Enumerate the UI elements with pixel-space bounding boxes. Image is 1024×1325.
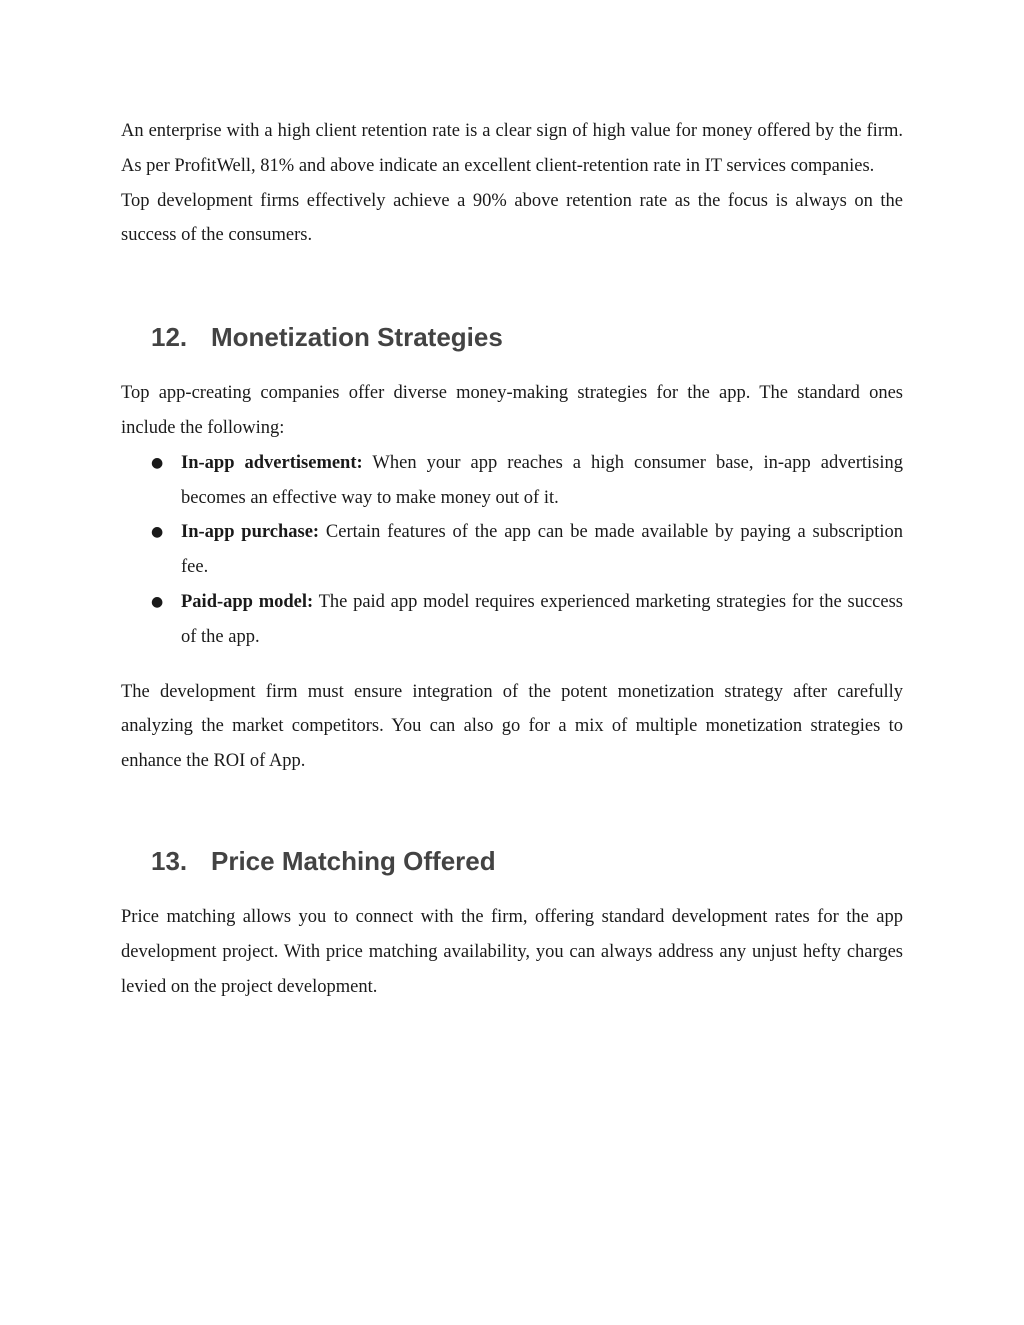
monetization-bullet-list	[121, 446, 903, 655]
list-item	[121, 585, 903, 655]
bullet-text: The paid app model requires experienced marketing strategies for the success of the app.	[181, 591, 903, 647]
intro-paragraph-retention: An enterprise with a high client retention rate is a clear sign of high value for money offered by the firm. As per ProfitWell, 81% and above indicate an excellent client-retention rate in IT services companies.	[121, 121, 903, 176]
price-matching-paragraph: Price matching allows you to connect with the firm, offering standard development rates for the app development project. With price matching availability, you can always address any unjust hefty charges levied on the project development.	[121, 906, 903, 997]
bullet-text: When your app reaches a high consumer base, in-app advertising becomes an effective way to make money out of it.	[181, 452, 903, 508]
bullet-term: Paid-app model:	[181, 591, 314, 612]
bullet-term: In-app purchase:	[181, 522, 320, 543]
section-number: 12.	[151, 322, 188, 353]
section-heading-price-matching	[121, 843, 903, 879]
list-item	[121, 446, 903, 516]
bullet-term: In-app advertisement:	[181, 452, 363, 473]
bullet-icon: ●	[151, 593, 164, 610]
bullet-text: Certain features of the app can be made available by paying a subscription fee.	[181, 522, 903, 578]
section-number: 13.	[151, 845, 188, 876]
bullet-icon: ●	[151, 524, 164, 541]
monetization-lead-paragraph: Top app-creating companies offer diverse money-making strategies for the app. The standard ones include the following:	[121, 383, 903, 438]
intro-paragraph-top-firms: Top development firms effectively achieve a 90% above retention rate as the focus is always on the success of the consumers.	[121, 190, 903, 246]
monetization-closing-paragraph: The development firm must ensure integration of the potent monetization strategy after carefully analyzing the market competitors. You can also go for a mix of multiple monetization strategies to enhance the ROI of App.	[121, 681, 903, 772]
section-heading-monetization	[121, 319, 903, 355]
section-title: Monetization Strategies	[211, 322, 503, 353]
bullet-icon: ●	[151, 454, 164, 471]
section-title: Price Matching Offered	[211, 845, 496, 876]
document-page	[121, 114, 903, 1004]
list-item	[121, 515, 903, 585]
